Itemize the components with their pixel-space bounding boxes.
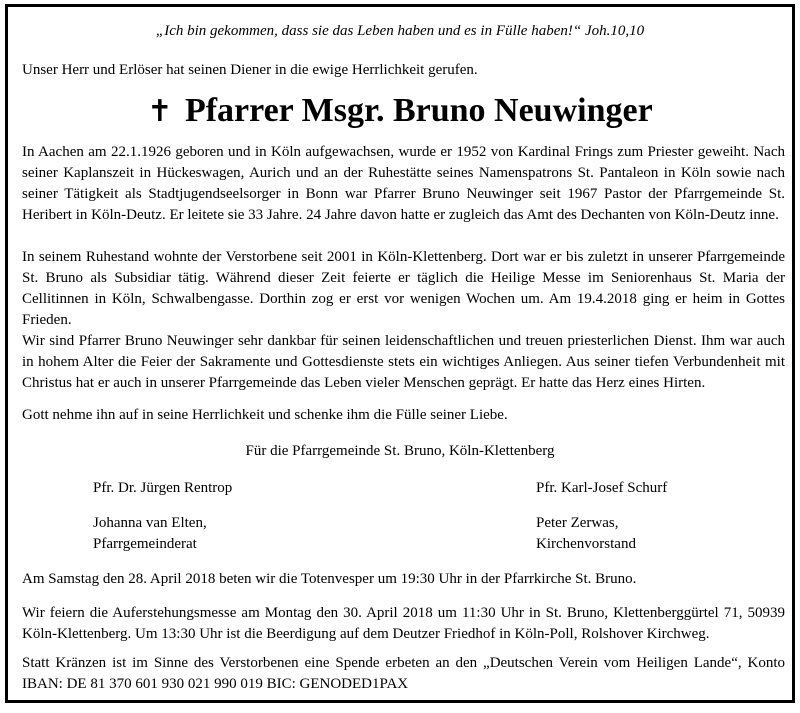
signature-right-bottom-role: Kirchenvorstand (536, 536, 636, 552)
biography-paragraph: In Aachen am 22.1.1926 geboren und in Köln aufgewachsen, wurde er 1952 von Kardinal Frings zum Priester geweiht. Nach seiner Kaplanszeit in Hückeswagen, Aurich und an der Ruhestätte seines Namenspatrons St. Pantaleon in Köln sowie nach seiner Tätigkeit als Stadtjugendseelsorger in Bonn war Pfarrer Bruno Neuwinger seit 1967 Pastor der Pfarrgemeinde St. Heribert in Köln-Deutz. Er leitete sie 33 Jahre. 24 Jahre davon hatte er zugleich das Amt des Dechanten von Köln-Deutz inne. (22, 144, 785, 223)
signature-left-bottom-role: Pfarrgemeinderat (93, 536, 197, 552)
donation-announcement: Statt Kränzen ist im Sinne des Verstorbenen eine Spende erbeten an den „Deutschen Verein vom Heiligen Lande“, Konto IBAN: DE 81 370 601 930 021 990 019 BIC: GENODED1PAX (22, 655, 785, 692)
blessing-paragraph: Gott nehme ihn auf in seine Herrlichkeit und schenke ihm die Fülle seiner Liebe. (22, 407, 508, 423)
signature-right-bottom (536, 513, 636, 555)
signature-right-bottom-name: Peter Zerwas, (536, 515, 619, 531)
retirement-paragraph: In seinem Ruhestand wohnte der Verstorbene seit 2001 in Köln-Klettenberg. Dort war er bis zuletzt in unserer Pfarrgemeinde St. Bruno als Subsidiar tätig. Während dieser Zeit feierte er täglich die Heilige Messe im Seniorenhaus St. Maria der Cellitinnen in Köln, Schwalbengasse. Dorthin zog er erst vor wenigen Wochen um. Am 19.4.2018 ging er heim in Gottes Frieden. (22, 249, 785, 328)
signature-left-bottom-name: Johanna van Elten, (93, 515, 207, 531)
signature-left-top: Pfr. Dr. Jürgen Rentrop (93, 480, 233, 496)
intro-line: Unser Herr und Erlöser hat seinen Diener in die ewige Herrlichkeit gerufen. (22, 62, 478, 78)
signature-right-top: Pfr. Karl-Josef Schurf (536, 480, 668, 496)
signature-heading: Für die Pfarrgemeinde St. Bruno, Köln-Klettenberg (245, 443, 555, 459)
funeral-announcement: Wir feiern die Auferstehungsmesse am Montag den 30. April 2018 um 11:30 Uhr in St. Bruno, Klettenberggürtel 71, 50939 Köln-Klettenberg. Um 13:30 Uhr ist die Beerdigung auf dem Deutzer Friedhof in Köln-Poll, Rolshover Kirchweg. (22, 605, 785, 642)
gratitude-paragraph: Wir sind Pfarrer Bruno Neuwinger sehr dankbar für seinen leidenschaftlichen und treuen priesterlichen Dienst. Ihm war auch in hohem Alter die Feier der Sakramente und Gottesdienste stets ein wichtiges Anliegen. Aus seiner tiefen Verbundenheit mit Christus hat er auch in unserer Pfarrgemeinde das Leben vieler Menschen geprägt. Er hatte das Herz eines Hirten. (22, 333, 785, 391)
bible-quote: „Ich bin gekommen, dass sie das Leben haben und es in Fülle haben!“ Joh.10,10 (155, 23, 645, 39)
vespers-announcement: Am Samstag den 28. April 2018 beten wir die Totenvesper um 19:30 Uhr in der Pfarrkirche St. Bruno. (22, 571, 637, 587)
signature-left-bottom (93, 513, 207, 555)
christogram-cross-icon: ✝ (147, 95, 173, 128)
deceased-name: Pfarrer Msgr. Bruno Neuwinger (184, 92, 653, 129)
obituary-notice (5, 4, 795, 703)
deceased-title (8, 91, 792, 132)
